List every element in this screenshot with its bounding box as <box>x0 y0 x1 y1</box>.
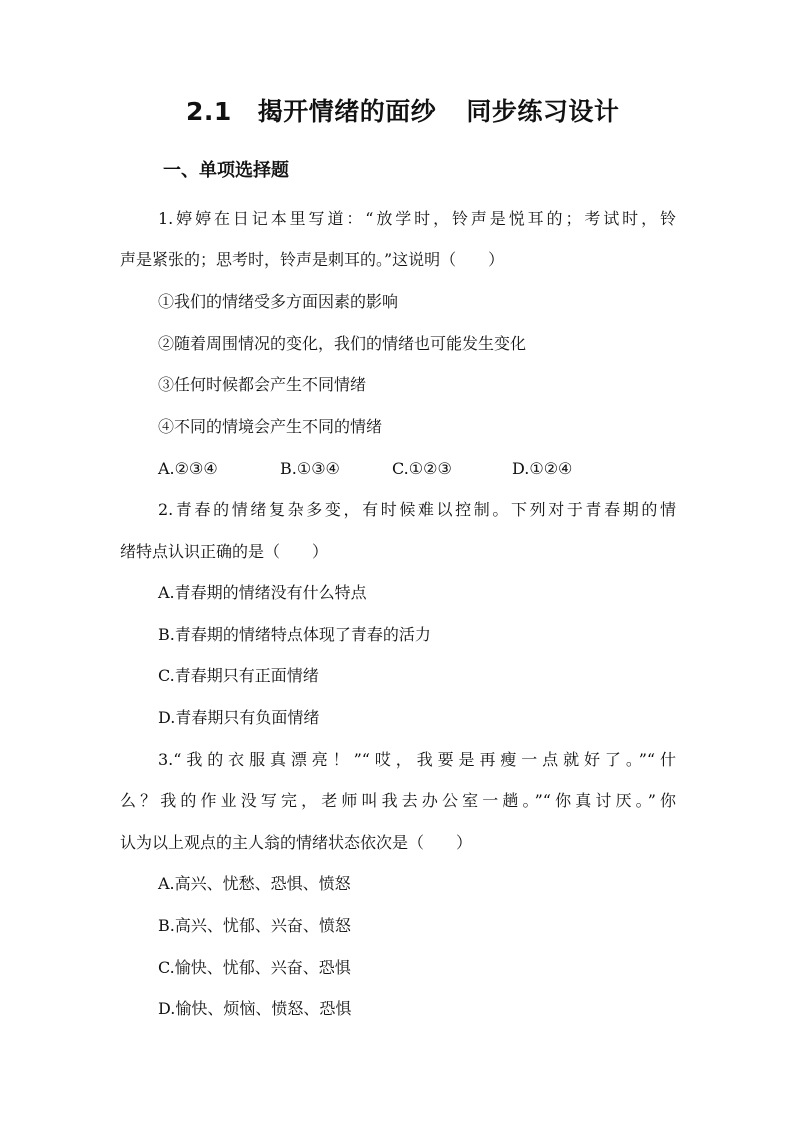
question-2-option-b: B.青春期的情绪特点体现了青春的活力 <box>158 625 431 644</box>
question-1-options <box>158 458 572 480</box>
title-main: 揭开情绪的面纱 <box>257 97 437 126</box>
question-1-statement-3: ③任何时候都会产生不同情绪 <box>158 375 367 394</box>
question-2-line-1: 2.青春的情绪复杂多变，有时候难以控制。下列对于青春期的情 <box>158 500 676 519</box>
question-3-line-3: 认为以上观点的主人翁的情绪状态依次是（ ） <box>120 833 473 852</box>
question-2-line-2: 绪特点认识正确的是（ ） <box>120 542 329 561</box>
question-1-option-d: D.①②④ <box>512 459 573 478</box>
question-1-line-1: 1.婷婷在日记本里写道：“放学时，铃声是悦耳的；考试时，铃 <box>158 209 676 228</box>
question-3-option-a: A.高兴、忧愁、恐惧、愤怒 <box>158 874 351 893</box>
question-2-option-d: D.青春期只有负面情绪 <box>158 708 320 727</box>
question-1-option-c: C.①②③ <box>392 459 452 478</box>
section-heading: 一、单项选择题 <box>163 160 289 181</box>
question-1-statement-1: ①我们的情绪受多方面因素的影响 <box>158 292 399 311</box>
question-2-option-c: C.青春期只有正面情绪 <box>158 666 319 685</box>
question-1-option-a: A.②③④ <box>158 459 218 478</box>
question-3-line-2: 么？我的作业没写完，老师叫我去办公室一趟。”“你真讨厌。”你 <box>120 791 676 810</box>
question-1-statement-4: ④不同的情境会产生不同的情绪 <box>158 417 383 436</box>
question-1-line-2: 声是紧张的；思考时，铃声是刺耳的。”这说明（ ） <box>120 250 505 269</box>
page-title <box>186 92 619 128</box>
question-1-option-b: B.①③④ <box>280 459 340 478</box>
question-3-option-c: C.愉快、忧郁、兴奋、恐惧 <box>158 958 351 977</box>
question-2-option-a: A.青春期的情绪没有什么特点 <box>158 583 367 602</box>
question-3-line-1: 3.“我的衣服真漂亮！”“哎，我要是再瘦一点就好了。”“什 <box>158 750 676 769</box>
title-sub: 同步练习设计 <box>466 97 620 126</box>
title-number: 2.1 <box>186 97 232 126</box>
question-3-option-d: D.愉快、烦恼、愤怒、恐惧 <box>158 999 352 1018</box>
question-3-option-b: B.高兴、忧郁、兴奋、愤怒 <box>158 916 351 935</box>
question-1-statement-2: ②随着周围情况的变化，我们的情绪也可能发生变化 <box>158 334 527 353</box>
